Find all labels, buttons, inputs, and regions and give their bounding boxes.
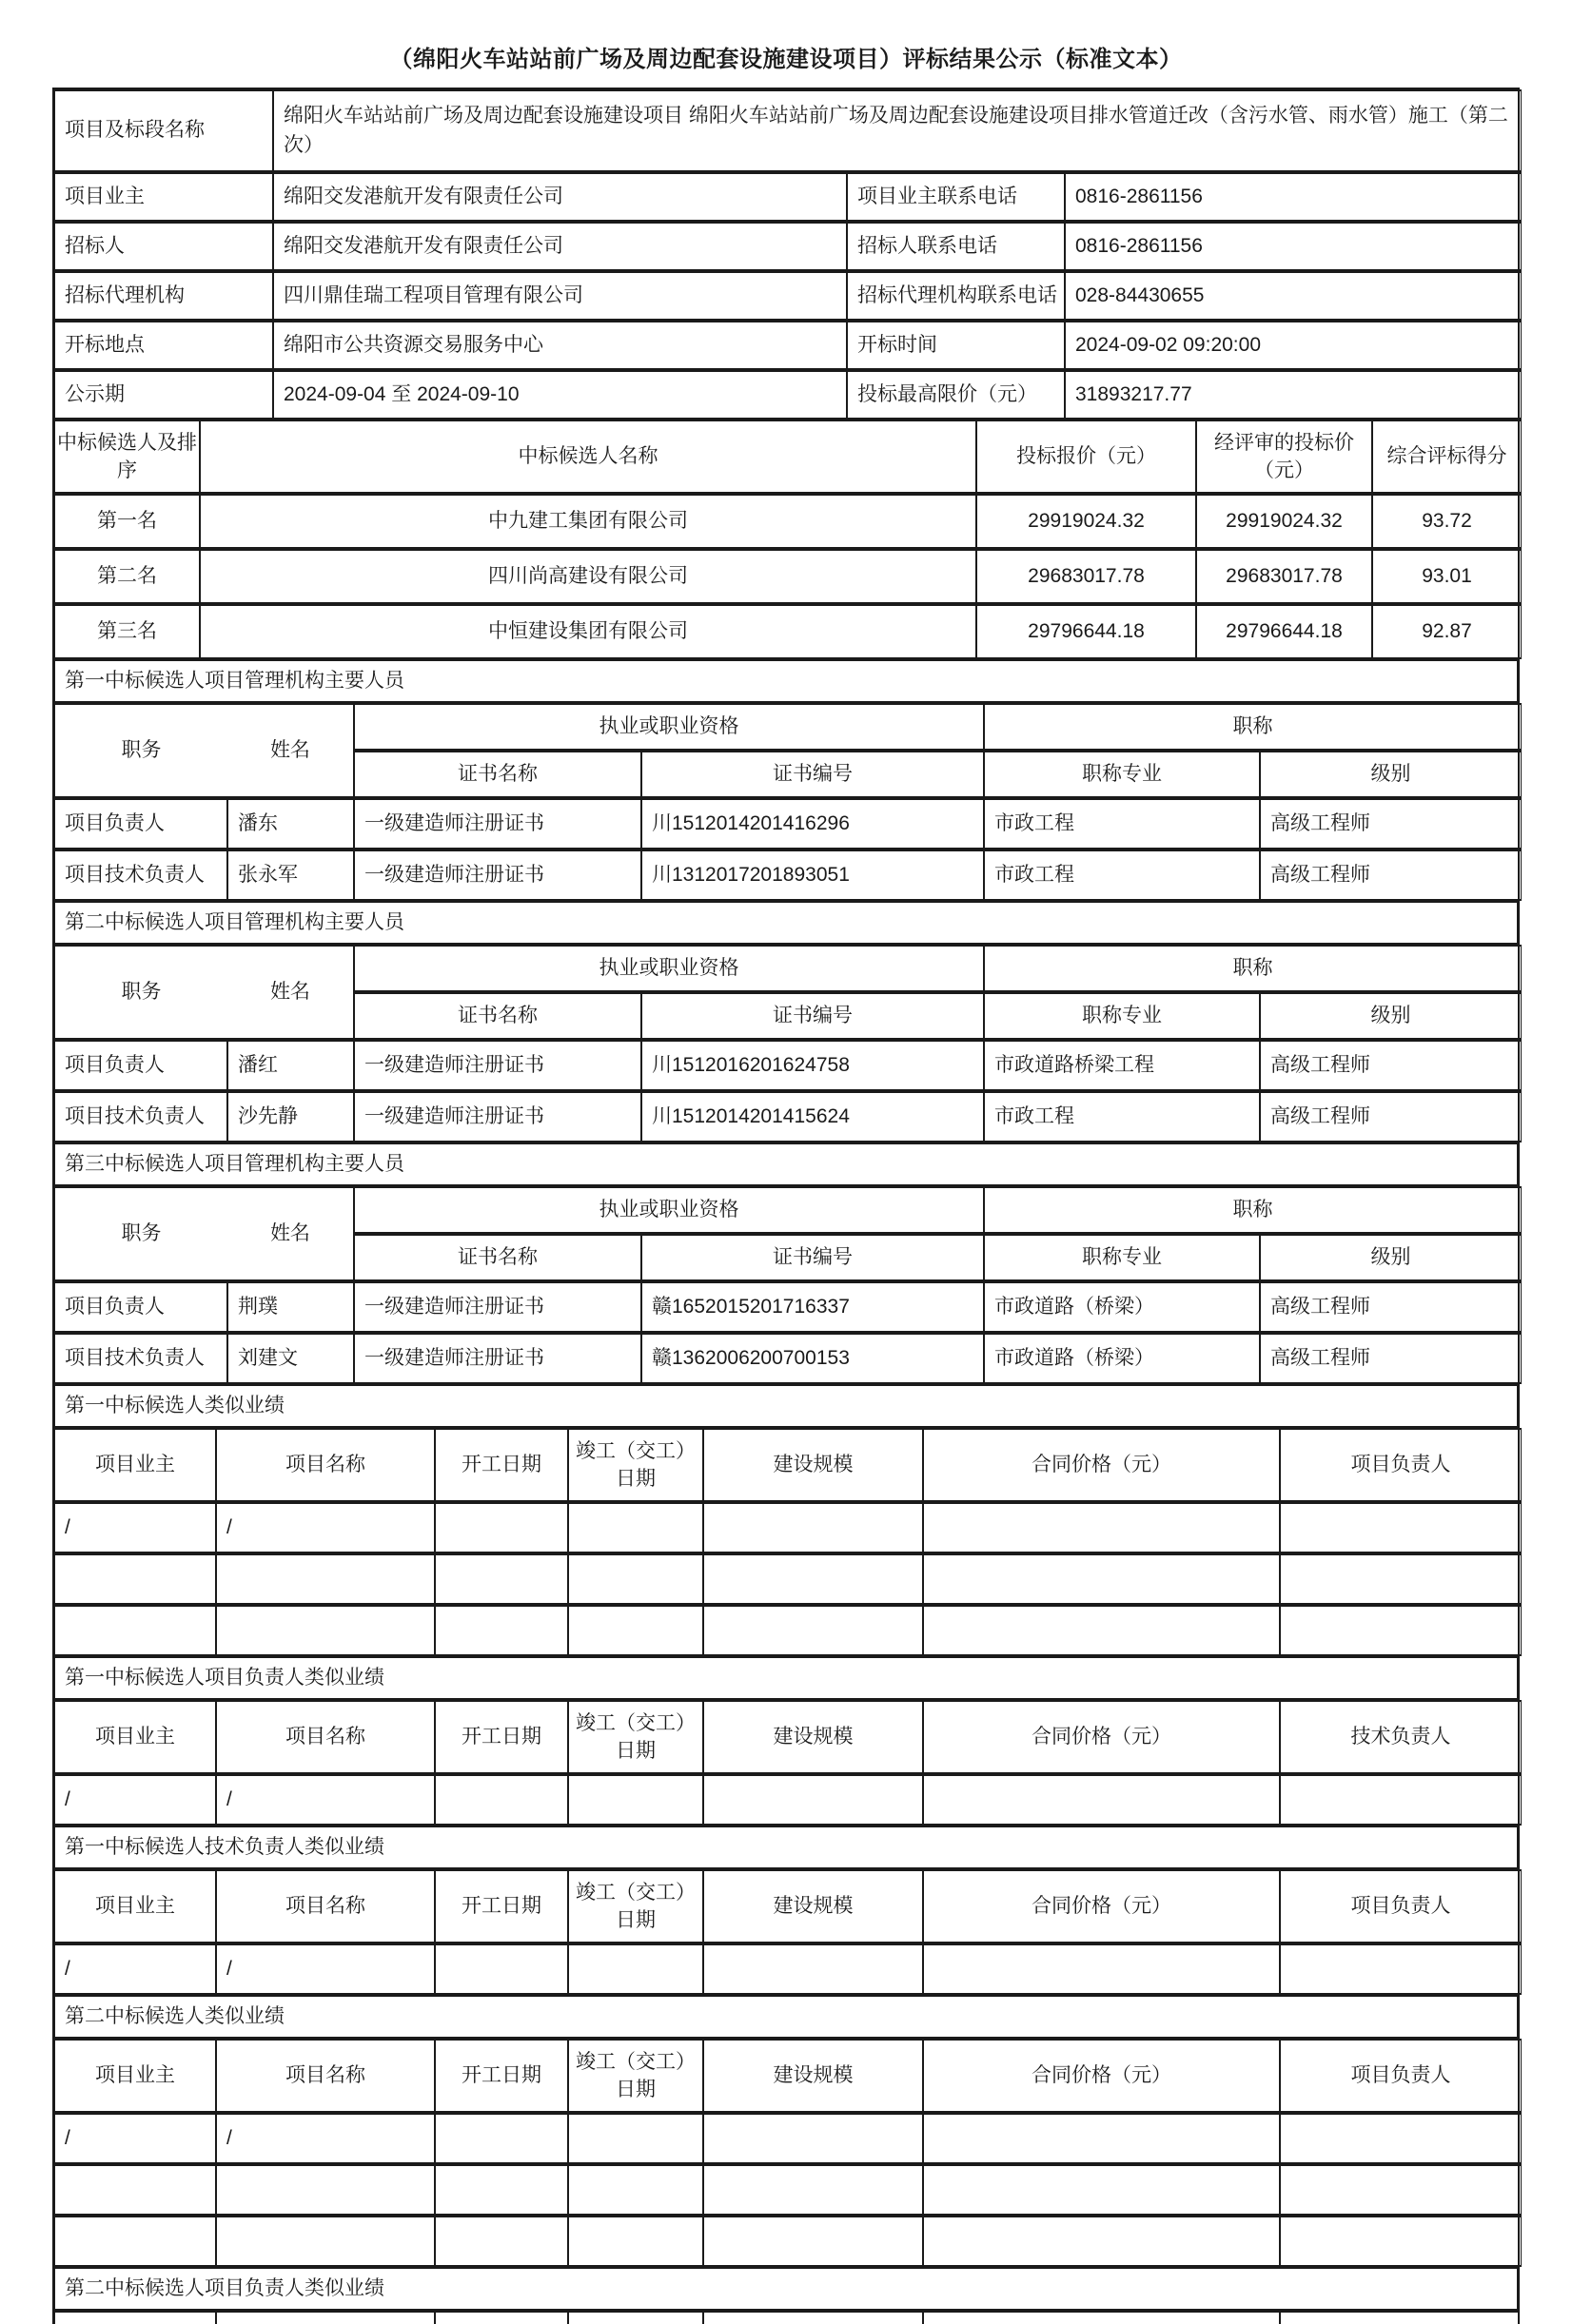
truncated-header-row — [54, 2311, 1518, 2324]
column-header: 项目负责人 — [1280, 2039, 1522, 2113]
empty-cell — [435, 1553, 568, 1605]
performance-row — [54, 1502, 1522, 1553]
project-cell: / — [216, 1502, 435, 1553]
owner-cell: / — [54, 1943, 216, 1995]
column-header: 职称专业 — [984, 1234, 1260, 1281]
section-title: 第一中标候选人类似业绩 — [54, 1384, 1518, 1428]
scale-cell — [703, 2113, 923, 2164]
candidate-rank: 第三名 — [54, 604, 200, 659]
duty-cell: 项目技术负责人 — [54, 1333, 227, 1384]
empty-cell — [568, 2164, 703, 2216]
empty-cell — [435, 2164, 568, 2216]
info-value: 0816-2861156 — [1065, 172, 1522, 222]
price-cell — [923, 1502, 1280, 1553]
level-cell: 高级工程师 — [1260, 850, 1522, 901]
empty-cell — [216, 2311, 435, 2324]
level-cell: 高级工程师 — [1260, 1333, 1522, 1384]
empty-cell — [1280, 2164, 1522, 2216]
section-label — [54, 1995, 1518, 2039]
column-header: 项目业主 — [54, 1700, 216, 1774]
column-header: 建设规模 — [703, 1700, 923, 1774]
candidate-bid: 29796644.18 — [976, 604, 1196, 659]
name-cell: 潘红 — [227, 1040, 354, 1091]
column-header: 合同价格（元） — [923, 1428, 1280, 1502]
performance-row-empty — [54, 1553, 1522, 1605]
section-label — [54, 1656, 1518, 1700]
column-header: 职称专业 — [984, 751, 1260, 798]
name-cell: 潘东 — [227, 798, 354, 850]
candidate-row — [54, 494, 1522, 549]
section-label — [54, 659, 1518, 703]
project-cell: / — [216, 1943, 435, 1995]
candidate-row — [54, 549, 1522, 604]
column-header: 竣工（交工）日期 — [568, 1428, 703, 1502]
column-header: 项目负责人 — [1280, 1869, 1522, 1943]
performance-table-3 — [54, 1869, 1522, 1995]
column-header: 级别 — [1260, 751, 1522, 798]
column-header: 级别 — [1260, 992, 1522, 1040]
empty-cell — [54, 1605, 216, 1656]
column-header: 建设规模 — [703, 1869, 923, 1943]
column-header: 项目业主 — [54, 1869, 216, 1943]
project-cell: / — [216, 2113, 435, 2164]
page-title: （绵阳火车站站前广场及周边配套设施建设项目）评标结果公示（标准文本） — [389, 47, 1183, 72]
empty-cell — [1280, 2311, 1518, 2324]
empty-cell — [923, 1553, 1280, 1605]
truncated-row — [54, 2311, 1518, 2324]
duty-header: 职务 — [121, 1221, 162, 1244]
empty-cell — [216, 1553, 435, 1605]
duty-cell: 项目技术负责人 — [54, 1091, 227, 1142]
info-value: 028-84430655 — [1065, 271, 1522, 321]
candidates-table — [54, 420, 1522, 659]
column-header: 中标候选人名称 — [200, 420, 976, 494]
leader-cell — [1280, 2113, 1522, 2164]
candidate-name: 中九建工集团有限公司 — [200, 494, 976, 549]
price-cell — [923, 1943, 1280, 1995]
column-header: 项目名称 — [216, 1700, 435, 1774]
major-cell: 市政道路（桥梁） — [984, 1281, 1260, 1333]
section-label — [54, 2267, 1518, 2311]
section-label — [54, 1384, 1518, 1428]
project-info-table — [54, 89, 1522, 420]
section-title: 第二中标候选人项目管理机构主要人员 — [54, 901, 1518, 945]
info-value: 绵阳交发港航开发有限责任公司 — [273, 172, 847, 222]
section-label — [54, 1142, 1518, 1186]
performance-row-empty — [54, 1605, 1522, 1656]
column-header: 项目业主 — [54, 1428, 216, 1502]
column-header: 合同价格（元） — [923, 2039, 1280, 2113]
cert-name-cell: 一级建造师注册证书 — [354, 798, 641, 850]
price-cell — [923, 1774, 1280, 1826]
major-cell: 市政工程 — [984, 1091, 1260, 1142]
column-header: 建设规模 — [703, 1428, 923, 1502]
column-header: 开工日期 — [435, 1700, 568, 1774]
duty-cell: 项目技术负责人 — [54, 850, 227, 901]
candidate-rank: 第二名 — [54, 549, 200, 604]
personnel-table-3 — [54, 1186, 1522, 1384]
column-header: 证书编号 — [641, 1234, 984, 1281]
section-title: 第三中标候选人项目管理机构主要人员 — [54, 1142, 1518, 1186]
empty-cell — [435, 1605, 568, 1656]
column-header: 项目负责人 — [1280, 1428, 1522, 1502]
level-cell: 高级工程师 — [1260, 798, 1522, 850]
column-header: 执业或职业资格 — [354, 703, 984, 751]
candidate-score: 92.87 — [1372, 604, 1522, 659]
finish-cell — [568, 1502, 703, 1553]
performance-row-empty — [54, 2216, 1522, 2267]
cert-name-cell: 一级建造师注册证书 — [354, 1091, 641, 1142]
duty-header: 职务 — [121, 980, 162, 1003]
column-header: 项目名称 — [216, 2039, 435, 2113]
scale-cell — [703, 1774, 923, 1826]
column-header: 项目名称 — [216, 1428, 435, 1502]
empty-cell — [923, 2164, 1280, 2216]
empty-cell — [568, 1605, 703, 1656]
section-label — [54, 1826, 1518, 1869]
empty-cell — [923, 2311, 1280, 2324]
column-header: 证书编号 — [641, 992, 984, 1040]
empty-cell — [216, 1605, 435, 1656]
column-header: 职称专业 — [984, 992, 1260, 1040]
empty-cell — [568, 1553, 703, 1605]
leader-cell — [1280, 1774, 1522, 1826]
level-cell: 高级工程师 — [1260, 1281, 1522, 1333]
cert-no-cell: 川1512016201624758 — [641, 1040, 984, 1091]
performance-row — [54, 1943, 1522, 1995]
personnel-row — [54, 1281, 1522, 1333]
empty-cell — [568, 2311, 703, 2324]
column-header: 竣工（交工）日期 — [568, 1700, 703, 1774]
info-label: 项目业主 — [54, 172, 273, 222]
candidate-evaluated-bid: 29919024.32 — [1196, 494, 1372, 549]
candidate-name: 四川尚高建设有限公司 — [200, 549, 976, 604]
column-header: 职称 — [984, 703, 1522, 751]
duty-name-header — [54, 1186, 354, 1281]
announcement-table — [52, 88, 1520, 2324]
column-header: 执业或职业资格 — [354, 945, 984, 992]
start-cell — [435, 1502, 568, 1553]
major-cell: 市政工程 — [984, 850, 1260, 901]
name-cell: 刘建文 — [227, 1333, 354, 1384]
performance-row — [54, 1774, 1522, 1826]
finish-cell — [568, 1774, 703, 1826]
column-header: 开工日期 — [435, 2039, 568, 2113]
empty-cell — [435, 2216, 568, 2267]
info-label: 招标代理机构 — [54, 271, 273, 321]
info-value: 2024-09-04 至 2024-09-10 — [273, 370, 847, 420]
personnel-row — [54, 1091, 1522, 1142]
project-cell: / — [216, 1774, 435, 1826]
info-label: 开标时间 — [847, 321, 1065, 370]
empty-cell — [54, 2311, 216, 2324]
cert-name-cell: 一级建造师注册证书 — [354, 1281, 641, 1333]
cert-no-cell: 川1512014201416296 — [641, 798, 984, 850]
performance-row-empty — [54, 2164, 1522, 2216]
column-header: 证书名称 — [354, 751, 641, 798]
column-header: 合同价格（元） — [923, 1700, 1280, 1774]
column-header: 竣工（交工）日期 — [568, 2039, 703, 2113]
name-header: 姓名 — [269, 980, 310, 1003]
info-label: 公示期 — [54, 370, 273, 420]
candidate-bid: 29683017.78 — [976, 549, 1196, 604]
candidate-name: 中恒建设集团有限公司 — [200, 604, 976, 659]
owner-cell: / — [54, 1774, 216, 1826]
level-cell: 高级工程师 — [1260, 1040, 1522, 1091]
column-header: 建设规模 — [703, 2039, 923, 2113]
info-label: 招标人 — [54, 222, 273, 271]
major-cell: 市政工程 — [984, 798, 1260, 850]
section-title: 第二中标候选人项目负责人类似业绩 — [54, 2267, 1518, 2311]
column-header: 证书名称 — [354, 992, 641, 1040]
price-cell — [923, 2113, 1280, 2164]
info-label: 招标代理机构联系电话 — [847, 271, 1065, 321]
info-value: 0816-2861156 — [1065, 222, 1522, 271]
candidate-rank: 第一名 — [54, 494, 200, 549]
name-cell: 荆璞 — [227, 1281, 354, 1333]
empty-cell — [1280, 2216, 1522, 2267]
duty-cell: 项目负责人 — [54, 798, 227, 850]
section-title: 第一中标候选人项目管理机构主要人员 — [54, 659, 1518, 703]
empty-cell — [703, 2311, 923, 2324]
empty-cell — [923, 2216, 1280, 2267]
empty-cell — [435, 2311, 568, 2324]
leader-cell — [1280, 1943, 1522, 1995]
cert-name-cell: 一级建造师注册证书 — [354, 1040, 641, 1091]
column-header: 级别 — [1260, 1234, 1522, 1281]
leader-cell — [1280, 1502, 1522, 1553]
column-header: 项目名称 — [216, 1869, 435, 1943]
start-cell — [435, 1943, 568, 1995]
column-header: 项目业主 — [54, 2039, 216, 2113]
section-title: 第一中标候选人项目负责人类似业绩 — [54, 1656, 1518, 1700]
performance-table-4 — [54, 2039, 1522, 2267]
info-label: 招标人联系电话 — [847, 222, 1065, 271]
duty-name-header — [54, 945, 354, 1040]
personnel-table-2 — [54, 945, 1522, 1142]
cert-no-cell: 赣1652015201716337 — [641, 1281, 984, 1333]
empty-cell — [703, 2216, 923, 2267]
name-cell: 沙先静 — [227, 1091, 354, 1142]
column-header: 职称 — [984, 1186, 1522, 1234]
info-value: 31893217.77 — [1065, 370, 1522, 420]
major-cell: 市政道路（桥梁） — [984, 1333, 1260, 1384]
info-label: 开标地点 — [54, 321, 273, 370]
column-header: 执业或职业资格 — [354, 1186, 984, 1234]
column-header: 证书名称 — [354, 1234, 641, 1281]
candidate-score: 93.72 — [1372, 494, 1522, 549]
personnel-row — [54, 1333, 1522, 1384]
empty-cell — [1280, 1605, 1522, 1656]
empty-cell — [923, 1605, 1280, 1656]
column-header: 经评审的投标价（元） — [1196, 420, 1372, 494]
column-header: 综合评标得分 — [1372, 420, 1522, 494]
info-label: 项目及标段名称 — [54, 89, 273, 172]
personnel-table-1 — [54, 703, 1522, 901]
info-value: 绵阳市公共资源交易服务中心 — [273, 321, 847, 370]
start-cell — [435, 1774, 568, 1826]
empty-cell — [54, 2164, 216, 2216]
duty-header: 职务 — [121, 738, 162, 761]
info-value: 2024-09-02 09:20:00 — [1065, 321, 1522, 370]
empty-cell — [703, 1605, 923, 1656]
candidate-bid: 29919024.32 — [976, 494, 1196, 549]
section-title: 第二中标候选人类似业绩 — [54, 1995, 1518, 2039]
empty-cell — [1280, 1553, 1522, 1605]
scale-cell — [703, 1943, 923, 1995]
duty-cell: 项目负责人 — [54, 1281, 227, 1333]
personnel-row — [54, 1040, 1522, 1091]
finish-cell — [568, 1943, 703, 1995]
candidate-row — [54, 604, 1522, 659]
info-label: 投标最高限价（元） — [847, 370, 1065, 420]
candidate-score: 93.01 — [1372, 549, 1522, 604]
column-header: 技术负责人 — [1280, 1700, 1522, 1774]
performance-table-2 — [54, 1700, 1522, 1826]
column-header: 竣工（交工）日期 — [568, 1869, 703, 1943]
candidate-evaluated-bid: 29683017.78 — [1196, 549, 1372, 604]
column-header: 开工日期 — [435, 1428, 568, 1502]
duty-name-header — [54, 703, 354, 798]
empty-cell — [568, 2216, 703, 2267]
info-value: 绵阳交发港航开发有限责任公司 — [273, 222, 847, 271]
column-header: 开工日期 — [435, 1869, 568, 1943]
empty-cell — [54, 1553, 216, 1605]
column-header: 合同价格（元） — [923, 1869, 1280, 1943]
cert-no-cell: 川1312017201893051 — [641, 850, 984, 901]
performance-row — [54, 2113, 1522, 2164]
column-header: 中标候选人及排序 — [54, 420, 200, 494]
section-label — [54, 901, 1518, 945]
name-header: 姓名 — [269, 738, 310, 761]
empty-cell — [54, 2216, 216, 2267]
major-cell: 市政道路桥梁工程 — [984, 1040, 1260, 1091]
empty-cell — [703, 2164, 923, 2216]
cert-no-cell: 川1512014201415624 — [641, 1091, 984, 1142]
level-cell: 高级工程师 — [1260, 1091, 1522, 1142]
finish-cell — [568, 2113, 703, 2164]
empty-cell — [703, 1553, 923, 1605]
owner-cell: / — [54, 2113, 216, 2164]
name-header: 姓名 — [269, 1221, 310, 1244]
personnel-row — [54, 850, 1522, 901]
cert-no-cell: 赣1362006200700153 — [641, 1333, 984, 1384]
column-header: 职称 — [984, 945, 1522, 992]
empty-cell — [216, 2164, 435, 2216]
column-header: 证书编号 — [641, 751, 984, 798]
section-title: 第一中标候选人技术负责人类似业绩 — [54, 1826, 1518, 1869]
candidate-evaluated-bid: 29796644.18 — [1196, 604, 1372, 659]
scale-cell — [703, 1502, 923, 1553]
owner-cell: / — [54, 1502, 216, 1553]
performance-table-1 — [54, 1428, 1522, 1656]
info-label: 项目业主联系电话 — [847, 172, 1065, 222]
cert-name-cell: 一级建造师注册证书 — [354, 1333, 641, 1384]
personnel-row — [54, 798, 1522, 850]
name-cell: 张永军 — [227, 850, 354, 901]
start-cell — [435, 2113, 568, 2164]
column-header: 投标报价（元） — [976, 420, 1196, 494]
cert-name-cell: 一级建造师注册证书 — [354, 850, 641, 901]
info-value: 绵阳火车站站前广场及周边配套设施建设项目 绵阳火车站站前广场及周边配套设施建设项目排水管道迁改（含污水管、雨水管）施工（第二次） — [273, 89, 1522, 172]
duty-cell: 项目负责人 — [54, 1040, 227, 1091]
empty-cell — [216, 2216, 435, 2267]
info-value: 四川鼎佳瑞工程项目管理有限公司 — [273, 271, 847, 321]
